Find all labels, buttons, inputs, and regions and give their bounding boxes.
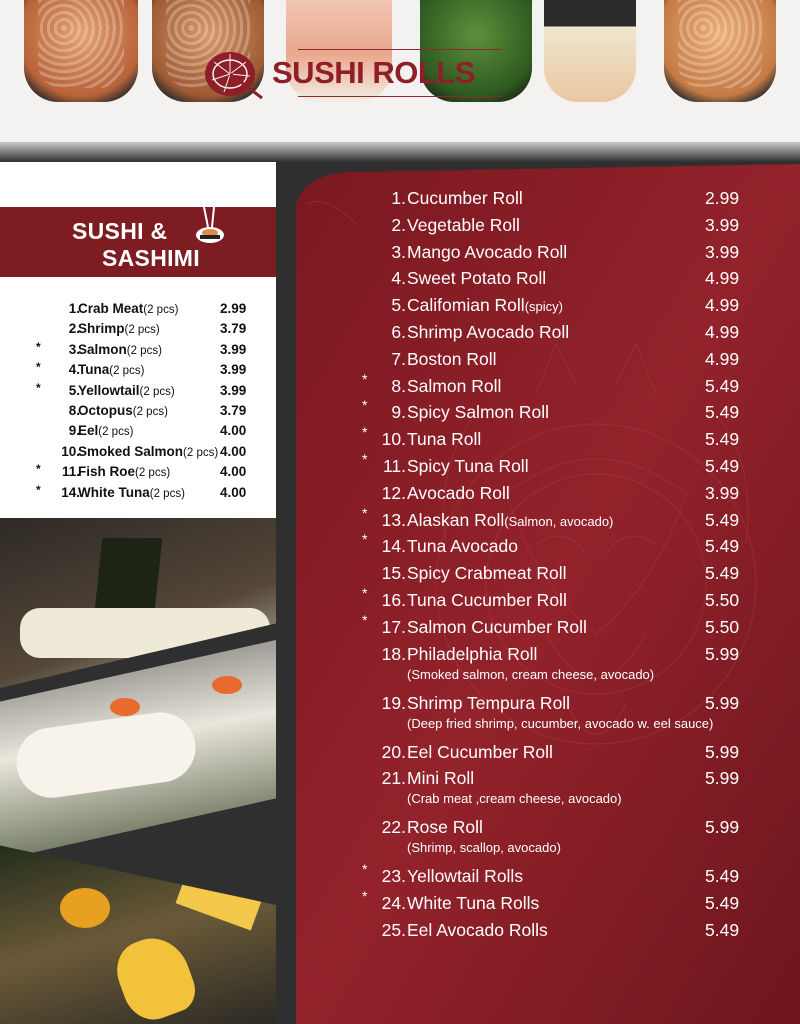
star-marker: * [362, 451, 368, 467]
mango-sushi-photo [0, 838, 276, 1024]
sashimi-item [34, 319, 264, 339]
roll-name: Spicy Crabmeat Roll [407, 563, 567, 584]
roll-price: 5.50 [705, 590, 740, 610]
roll-number: 1. [391, 188, 406, 208]
section-title [72, 218, 262, 272]
item-quantity: (2 pcs) [124, 324, 160, 337]
roll-price: 4.99 [705, 348, 740, 369]
item-number: 14. [61, 484, 80, 500]
roll-name: Vegetable Roll [407, 214, 520, 235]
roll-number: 21. [381, 768, 406, 789]
roll-number: 6. [391, 322, 406, 342]
roll-price: 4.99 [705, 268, 740, 289]
roll-number: 17. [381, 616, 406, 637]
roll-note: (Salmon, avocado) [504, 513, 614, 529]
roll-name: White Tuna Rolls [407, 893, 540, 914]
roll-name: Salmon Cucumber Roll [407, 616, 587, 637]
roll-description: (Crab meat ,cream cheese, avocado) [407, 791, 622, 807]
roll-number: 15. [381, 563, 406, 584]
roll-number: 3. [391, 241, 406, 262]
roll-number: 8. [391, 375, 406, 396]
roll-price: 5.99 [705, 643, 740, 664]
item-name: Yellowtail(2 pcs) [78, 382, 175, 398]
star-marker: * [362, 370, 368, 387]
item-quantity: (2 pcs) [143, 304, 179, 316]
roll-number: 23. [381, 866, 406, 887]
roll-number: 18. [381, 643, 406, 664]
roll-name: Spicy Tuna Roll [407, 456, 529, 476]
item-quantity: (2 pcs) [98, 426, 134, 439]
item-quantity: (2 pcs) [183, 446, 219, 459]
roll-name: Boston Roll [407, 348, 497, 369]
item-number: 10. [61, 443, 80, 459]
item-quantity: (2 pcs) [139, 385, 175, 398]
roll-price: 5.50 [705, 616, 740, 637]
roll-name: Tuna Avocado [407, 536, 518, 557]
roll-number: 20. [381, 741, 406, 762]
roll-price: 4.99 [705, 322, 740, 342]
roll-price: 5.99 [705, 741, 740, 762]
roll-price: 3.99 [705, 241, 740, 262]
umbrella-logo-icon [202, 46, 266, 104]
item-number: 9. [68, 423, 80, 439]
sashimi-list [34, 299, 264, 503]
roll-name: Tuna Roll [407, 429, 482, 450]
roll-price: 5.99 [705, 768, 740, 789]
sashimi-item [34, 381, 264, 401]
item-name: Crab Meat(2 pcs) [78, 301, 179, 316]
roll-number: 4. [391, 268, 406, 289]
item-number: 11. [61, 464, 80, 480]
roll-number: 13. [381, 509, 406, 530]
roll-price: 5.49 [705, 536, 740, 557]
roll-name: Mango Avocado Roll [407, 241, 568, 262]
sashimi-item [34, 483, 264, 503]
item-name: Tuna(2 pcs) [78, 362, 145, 378]
roll-price: 5.49 [705, 866, 740, 887]
roll-price: 5.99 [705, 692, 740, 713]
item-price: 4.00 [220, 484, 247, 500]
item-name: Salmon(2 pcs) [78, 341, 162, 357]
star-marker: * [36, 360, 41, 375]
sushi-photo-1 [24, 0, 138, 102]
item-price: 4.00 [220, 423, 247, 439]
star-marker: * [36, 339, 41, 354]
roll-number: 24. [381, 893, 406, 914]
page-title: SUSHI ROLLS [272, 55, 475, 90]
roll-price: 5.49 [705, 429, 740, 450]
section-title-line1: SUSHI & [72, 218, 168, 244]
roll-name: Avocado Roll [407, 482, 510, 503]
title-rule-top [298, 49, 502, 50]
roll-description: (Deep fried shrimp, cucumber, avocado w. eel sauce) [407, 715, 714, 731]
roll-number: 22. [381, 817, 406, 838]
sashimi-item [34, 360, 264, 380]
item-name: Fish Roe(2 pcs) [78, 464, 171, 480]
item-number: 1. [68, 301, 80, 316]
roll-name: Tuna Cucumber Roll [407, 590, 567, 610]
sashimi-item [34, 299, 264, 319]
roll-price: 5.49 [705, 509, 740, 530]
item-quantity: (2 pcs) [149, 487, 185, 500]
roll-name: Cucumber Roll [407, 188, 523, 208]
item-price: 3.79 [220, 402, 247, 418]
star-marker: * [362, 611, 368, 628]
item-quantity: (2 pcs) [135, 467, 171, 480]
sushi-photo-5 [544, 0, 636, 102]
roll-description: (Shrimp, scallop, avocado) [407, 840, 561, 856]
roll-number: 12. [381, 482, 406, 503]
item-number: 4. [68, 362, 80, 378]
roll-number: 11. [382, 456, 406, 476]
roll-note: (spicy) [524, 299, 563, 315]
roll-name: Spicy Salmon Roll [407, 402, 549, 423]
star-marker: * [36, 380, 41, 395]
roll-number: 16. [381, 590, 406, 610]
item-name: Shrimp(2 pcs) [78, 321, 160, 337]
roll-price: 5.49 [705, 456, 740, 476]
roll-price: 5.49 [705, 893, 740, 914]
roll-price: 5.99 [705, 817, 740, 838]
sashimi-item [34, 340, 264, 360]
star-marker: * [362, 504, 368, 521]
header-banner [0, 0, 800, 142]
chopsticks-icon [188, 205, 232, 249]
item-price: 3.79 [220, 321, 247, 337]
roll-name: Eel Cucumber Roll [407, 741, 553, 762]
item-price: 3.99 [220, 382, 247, 398]
title-rule-bottom [298, 96, 502, 97]
item-name: Octopus(2 pcs) [78, 402, 168, 418]
item-price: 4.00 [220, 464, 247, 480]
header-shadow [0, 142, 800, 162]
item-name: Eel(2 pcs) [78, 423, 134, 439]
roll-name: Eel Avocado Rolls [407, 920, 548, 940]
item-price: 2.99 [220, 301, 247, 316]
roll-price: 5.49 [705, 563, 740, 584]
roll-number: 5. [391, 295, 406, 316]
item-price: 3.99 [220, 341, 247, 357]
star-marker: * [362, 531, 368, 548]
roll-number: 10. [381, 429, 406, 450]
star-marker: * [362, 888, 368, 905]
item-number: 5. [68, 382, 80, 398]
roll-price: 5.49 [705, 402, 740, 423]
item-number: 2. [68, 321, 80, 337]
roll-name: Califomian Roll(spicy) [407, 295, 563, 316]
roll-price: 3.99 [705, 214, 740, 235]
roll-name: Alaskan Roll(Salmon, avocado) [407, 509, 614, 530]
roll-name: Mini Roll [407, 768, 475, 789]
sashimi-item [34, 442, 264, 462]
roll-price: 3.99 [705, 482, 740, 503]
star-marker: * [36, 462, 41, 477]
roll-price: 5.49 [705, 375, 740, 396]
roll-number: 7. [391, 348, 406, 369]
star-marker: * [36, 482, 41, 497]
roll-number: 25. [381, 920, 406, 940]
star-marker: * [362, 397, 368, 414]
roll-name: Shrimp Tempura Roll [407, 692, 571, 713]
item-quantity: (2 pcs) [126, 344, 162, 357]
roll-price: 4.99 [705, 295, 740, 316]
item-quantity: (2 pcs) [109, 365, 145, 378]
section-title-line2: SASHIMI [102, 245, 200, 271]
roll-number: 19. [381, 692, 406, 713]
roll-description: (Smoked salmon, cream cheese, avocado) [407, 666, 655, 682]
roll-name: Shrimp Avocado Roll [407, 322, 570, 342]
item-price: 3.99 [220, 362, 247, 378]
roll-name: Salmon Roll [407, 375, 502, 396]
sashimi-item [34, 421, 264, 441]
sashimi-item [34, 462, 264, 482]
sushi-photo-6 [664, 0, 776, 102]
roll-name: Sweet Potato Roll [407, 268, 547, 289]
roll-price: 5.49 [705, 920, 740, 940]
star-marker: * [362, 424, 368, 441]
star-marker: * [362, 861, 368, 878]
roll-name: Yellowtail Rolls [407, 866, 524, 887]
item-price: 4.00 [220, 443, 247, 459]
roll-number: 2. [391, 214, 406, 235]
item-number: 8. [68, 402, 80, 418]
item-number: 3. [68, 341, 80, 357]
star-marker: * [362, 585, 368, 601]
sashimi-item [34, 401, 264, 421]
item-quantity: (2 pcs) [132, 405, 168, 418]
roll-number: 14. [381, 536, 406, 557]
roll-price: 2.99 [705, 188, 740, 208]
roll-name: Rose Roll [407, 817, 483, 838]
item-name: Smoked Salmon(2 pcs) [78, 443, 219, 459]
roll-name: Philadelphia Roll [407, 643, 538, 664]
roll-number: 9. [391, 402, 406, 423]
item-name: White Tuna(2 pcs) [78, 484, 185, 500]
